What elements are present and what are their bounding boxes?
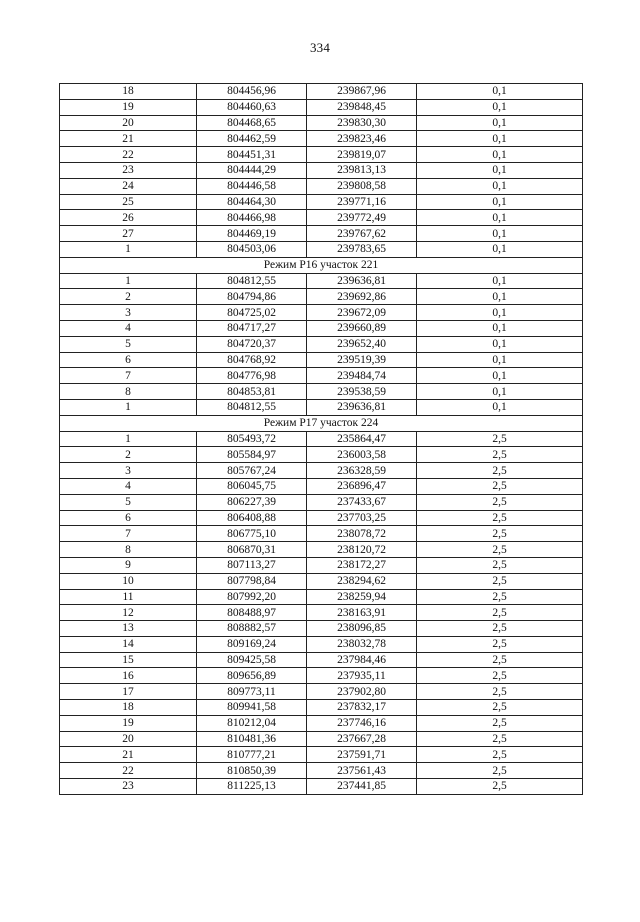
deviation-cell: 2,5 xyxy=(417,731,583,747)
y-coordinate-cell: 239519,39 xyxy=(307,352,417,368)
deviation-cell: 0,1 xyxy=(417,273,583,289)
x-coordinate-cell: 807992,20 xyxy=(197,589,307,605)
deviation-cell: 0,1 xyxy=(417,194,583,210)
x-coordinate-cell: 804725,02 xyxy=(197,305,307,321)
x-coordinate-cell: 810777,21 xyxy=(197,747,307,763)
table-row xyxy=(60,652,583,668)
deviation-cell: 0,1 xyxy=(417,352,583,368)
deviation-cell: 2,5 xyxy=(417,684,583,700)
y-coordinate-cell: 237561,43 xyxy=(307,763,417,779)
table-row xyxy=(60,557,583,573)
deviation-cell: 0,1 xyxy=(417,241,583,257)
y-coordinate-cell: 238096,85 xyxy=(307,621,417,637)
table-row xyxy=(60,305,583,321)
y-coordinate-cell: 239867,96 xyxy=(307,84,417,100)
y-coordinate-cell: 237667,28 xyxy=(307,731,417,747)
section-header-row xyxy=(60,415,583,431)
point-number-cell: 25 xyxy=(60,194,197,210)
table-row xyxy=(60,241,583,257)
y-coordinate-cell: 237441,85 xyxy=(307,779,417,795)
point-number-cell: 26 xyxy=(60,210,197,226)
y-coordinate-cell: 235864,47 xyxy=(307,431,417,447)
table-row xyxy=(60,605,583,621)
x-coordinate-cell: 804853,81 xyxy=(197,384,307,400)
section-title: Режим Р16 участок 221 xyxy=(60,257,583,273)
table-row xyxy=(60,131,583,147)
x-coordinate-cell: 809656,89 xyxy=(197,668,307,684)
point-number-cell: 19 xyxy=(60,715,197,731)
deviation-cell: 2,5 xyxy=(417,621,583,637)
deviation-cell: 2,5 xyxy=(417,431,583,447)
x-coordinate-cell: 804460,63 xyxy=(197,99,307,115)
x-coordinate-cell: 809425,58 xyxy=(197,652,307,668)
y-coordinate-cell: 239848,45 xyxy=(307,99,417,115)
point-number-cell: 5 xyxy=(60,494,197,510)
y-coordinate-cell: 238120,72 xyxy=(307,542,417,558)
table-row xyxy=(60,115,583,131)
coordinates-table xyxy=(59,83,583,795)
deviation-cell: 2,5 xyxy=(417,715,583,731)
table-row xyxy=(60,368,583,384)
coordinates-table-body xyxy=(60,84,583,795)
y-coordinate-cell: 237935,11 xyxy=(307,668,417,684)
table-row xyxy=(60,747,583,763)
x-coordinate-cell: 811225,13 xyxy=(197,779,307,795)
point-number-cell: 10 xyxy=(60,573,197,589)
table-row xyxy=(60,636,583,652)
point-number-cell: 6 xyxy=(60,510,197,526)
point-number-cell: 24 xyxy=(60,178,197,194)
x-coordinate-cell: 810212,04 xyxy=(197,715,307,731)
table-row xyxy=(60,715,583,731)
deviation-cell: 0,1 xyxy=(417,289,583,305)
deviation-cell: 2,5 xyxy=(417,636,583,652)
table-row xyxy=(60,731,583,747)
x-coordinate-cell: 804456,96 xyxy=(197,84,307,100)
x-coordinate-cell: 809941,58 xyxy=(197,700,307,716)
y-coordinate-cell: 238172,27 xyxy=(307,557,417,573)
x-coordinate-cell: 804469,19 xyxy=(197,226,307,242)
point-number-cell: 4 xyxy=(60,478,197,494)
x-coordinate-cell: 805584,97 xyxy=(197,447,307,463)
y-coordinate-cell: 239660,89 xyxy=(307,320,417,336)
y-coordinate-cell: 239767,62 xyxy=(307,226,417,242)
y-coordinate-cell: 237984,46 xyxy=(307,652,417,668)
x-coordinate-cell: 804444,29 xyxy=(197,162,307,178)
table-row xyxy=(60,684,583,700)
table-row xyxy=(60,763,583,779)
table-row xyxy=(60,336,583,352)
point-number-cell: 1 xyxy=(60,399,197,415)
x-coordinate-cell: 804503,06 xyxy=(197,241,307,257)
deviation-cell: 0,1 xyxy=(417,226,583,242)
table-row xyxy=(60,494,583,510)
y-coordinate-cell: 237746,16 xyxy=(307,715,417,731)
table-row xyxy=(60,273,583,289)
y-coordinate-cell: 236003,58 xyxy=(307,447,417,463)
deviation-cell: 2,5 xyxy=(417,763,583,779)
deviation-cell: 2,5 xyxy=(417,494,583,510)
x-coordinate-cell: 809773,11 xyxy=(197,684,307,700)
section-header-row xyxy=(60,257,583,273)
y-coordinate-cell: 239830,30 xyxy=(307,115,417,131)
x-coordinate-cell: 804451,31 xyxy=(197,147,307,163)
table-row xyxy=(60,226,583,242)
table-row xyxy=(60,542,583,558)
table-row xyxy=(60,210,583,226)
point-number-cell: 2 xyxy=(60,289,197,305)
table-row xyxy=(60,289,583,305)
y-coordinate-cell: 239672,09 xyxy=(307,305,417,321)
y-coordinate-cell: 239808,58 xyxy=(307,178,417,194)
point-number-cell: 7 xyxy=(60,368,197,384)
deviation-cell: 2,5 xyxy=(417,447,583,463)
table-row xyxy=(60,431,583,447)
deviation-cell: 0,1 xyxy=(417,368,583,384)
point-number-cell: 9 xyxy=(60,557,197,573)
deviation-cell: 2,5 xyxy=(417,605,583,621)
table-row xyxy=(60,668,583,684)
point-number-cell: 6 xyxy=(60,352,197,368)
x-coordinate-cell: 807113,27 xyxy=(197,557,307,573)
deviation-cell: 2,5 xyxy=(417,779,583,795)
deviation-cell: 0,1 xyxy=(417,320,583,336)
y-coordinate-cell: 236896,47 xyxy=(307,478,417,494)
y-coordinate-cell: 239772,49 xyxy=(307,210,417,226)
x-coordinate-cell: 810481,36 xyxy=(197,731,307,747)
y-coordinate-cell: 239692,86 xyxy=(307,289,417,305)
deviation-cell: 0,1 xyxy=(417,99,583,115)
y-coordinate-cell: 239484,74 xyxy=(307,368,417,384)
table-row xyxy=(60,573,583,589)
table-row xyxy=(60,320,583,336)
table-row xyxy=(60,589,583,605)
deviation-cell: 2,5 xyxy=(417,510,583,526)
section-title: Режим Р17 участок 224 xyxy=(60,415,583,431)
table-row xyxy=(60,84,583,100)
point-number-cell: 20 xyxy=(60,115,197,131)
x-coordinate-cell: 804446,58 xyxy=(197,178,307,194)
deviation-cell: 0,1 xyxy=(417,384,583,400)
deviation-cell: 0,1 xyxy=(417,131,583,147)
y-coordinate-cell: 239819,07 xyxy=(307,147,417,163)
y-coordinate-cell: 239636,81 xyxy=(307,273,417,289)
point-number-cell: 22 xyxy=(60,147,197,163)
point-number-cell: 13 xyxy=(60,621,197,637)
point-number-cell: 12 xyxy=(60,605,197,621)
deviation-cell: 2,5 xyxy=(417,557,583,573)
point-number-cell: 15 xyxy=(60,652,197,668)
deviation-cell: 2,5 xyxy=(417,573,583,589)
point-number-cell: 18 xyxy=(60,700,197,716)
deviation-cell: 0,1 xyxy=(417,210,583,226)
x-coordinate-cell: 806408,88 xyxy=(197,510,307,526)
y-coordinate-cell: 239538,59 xyxy=(307,384,417,400)
x-coordinate-cell: 806775,10 xyxy=(197,526,307,542)
x-coordinate-cell: 804462,59 xyxy=(197,131,307,147)
x-coordinate-cell: 805767,24 xyxy=(197,463,307,479)
table-row xyxy=(60,447,583,463)
x-coordinate-cell: 804717,27 xyxy=(197,320,307,336)
point-number-cell: 22 xyxy=(60,763,197,779)
table-row xyxy=(60,621,583,637)
point-number-cell: 3 xyxy=(60,463,197,479)
y-coordinate-cell: 238259,94 xyxy=(307,589,417,605)
x-coordinate-cell: 809169,24 xyxy=(197,636,307,652)
deviation-cell: 0,1 xyxy=(417,336,583,352)
x-coordinate-cell: 808882,57 xyxy=(197,621,307,637)
point-number-cell: 5 xyxy=(60,336,197,352)
table-row xyxy=(60,399,583,415)
point-number-cell: 1 xyxy=(60,273,197,289)
y-coordinate-cell: 238163,91 xyxy=(307,605,417,621)
x-coordinate-cell: 804776,98 xyxy=(197,368,307,384)
y-coordinate-cell: 239823,46 xyxy=(307,131,417,147)
x-coordinate-cell: 806870,31 xyxy=(197,542,307,558)
y-coordinate-cell: 237703,25 xyxy=(307,510,417,526)
point-number-cell: 19 xyxy=(60,99,197,115)
table-row xyxy=(60,99,583,115)
y-coordinate-cell: 237832,17 xyxy=(307,700,417,716)
deviation-cell: 0,1 xyxy=(417,84,583,100)
point-number-cell: 18 xyxy=(60,84,197,100)
table-row xyxy=(60,779,583,795)
x-coordinate-cell: 810850,39 xyxy=(197,763,307,779)
point-number-cell: 11 xyxy=(60,589,197,605)
table-row xyxy=(60,384,583,400)
point-number-cell: 20 xyxy=(60,731,197,747)
point-number-cell: 21 xyxy=(60,747,197,763)
table-row xyxy=(60,178,583,194)
y-coordinate-cell: 239813,13 xyxy=(307,162,417,178)
point-number-cell: 23 xyxy=(60,162,197,178)
x-coordinate-cell: 806227,39 xyxy=(197,494,307,510)
deviation-cell: 0,1 xyxy=(417,178,583,194)
point-number-cell: 2 xyxy=(60,447,197,463)
point-number-cell: 8 xyxy=(60,542,197,558)
page-number: 334 xyxy=(309,40,331,55)
x-coordinate-cell: 807798,84 xyxy=(197,573,307,589)
table-row xyxy=(60,147,583,163)
point-number-cell: 16 xyxy=(60,668,197,684)
deviation-cell: 2,5 xyxy=(417,526,583,542)
y-coordinate-cell: 237433,67 xyxy=(307,494,417,510)
table-row xyxy=(60,352,583,368)
y-coordinate-cell: 239783,65 xyxy=(307,241,417,257)
x-coordinate-cell: 808488,97 xyxy=(197,605,307,621)
x-coordinate-cell: 804812,55 xyxy=(197,399,307,415)
deviation-cell: 2,5 xyxy=(417,589,583,605)
y-coordinate-cell: 238078,72 xyxy=(307,526,417,542)
point-number-cell: 27 xyxy=(60,226,197,242)
x-coordinate-cell: 805493,72 xyxy=(197,431,307,447)
point-number-cell: 21 xyxy=(60,131,197,147)
deviation-cell: 2,5 xyxy=(417,652,583,668)
y-coordinate-cell: 239652,40 xyxy=(307,336,417,352)
x-coordinate-cell: 804468,65 xyxy=(197,115,307,131)
point-number-cell: 7 xyxy=(60,526,197,542)
x-coordinate-cell: 804466,98 xyxy=(197,210,307,226)
table-row xyxy=(60,510,583,526)
y-coordinate-cell: 238032,78 xyxy=(307,636,417,652)
table-row xyxy=(60,463,583,479)
y-coordinate-cell: 237591,71 xyxy=(307,747,417,763)
y-coordinate-cell: 239636,81 xyxy=(307,399,417,415)
deviation-cell: 0,1 xyxy=(417,162,583,178)
deviation-cell: 0,1 xyxy=(417,147,583,163)
point-number-cell: 8 xyxy=(60,384,197,400)
deviation-cell: 0,1 xyxy=(417,115,583,131)
point-number-cell: 23 xyxy=(60,779,197,795)
table-row xyxy=(60,526,583,542)
point-number-cell: 1 xyxy=(60,431,197,447)
x-coordinate-cell: 804768,92 xyxy=(197,352,307,368)
deviation-cell: 2,5 xyxy=(417,478,583,494)
y-coordinate-cell: 238294,62 xyxy=(307,573,417,589)
deviation-cell: 0,1 xyxy=(417,399,583,415)
table-row xyxy=(60,162,583,178)
table-row xyxy=(60,478,583,494)
point-number-cell: 1 xyxy=(60,241,197,257)
y-coordinate-cell: 237902,80 xyxy=(307,684,417,700)
x-coordinate-cell: 804720,37 xyxy=(197,336,307,352)
point-number-cell: 17 xyxy=(60,684,197,700)
x-coordinate-cell: 806045,75 xyxy=(197,478,307,494)
point-number-cell: 4 xyxy=(60,320,197,336)
deviation-cell: 2,5 xyxy=(417,463,583,479)
point-number-cell: 3 xyxy=(60,305,197,321)
y-coordinate-cell: 236328,59 xyxy=(307,463,417,479)
point-number-cell: 14 xyxy=(60,636,197,652)
x-coordinate-cell: 804464,30 xyxy=(197,194,307,210)
x-coordinate-cell: 804794,86 xyxy=(197,289,307,305)
y-coordinate-cell: 239771,16 xyxy=(307,194,417,210)
deviation-cell: 2,5 xyxy=(417,668,583,684)
deviation-cell: 2,5 xyxy=(417,542,583,558)
deviation-cell: 2,5 xyxy=(417,747,583,763)
deviation-cell: 0,1 xyxy=(417,305,583,321)
x-coordinate-cell: 804812,55 xyxy=(197,273,307,289)
deviation-cell: 2,5 xyxy=(417,700,583,716)
table-row xyxy=(60,194,583,210)
table-row xyxy=(60,700,583,716)
